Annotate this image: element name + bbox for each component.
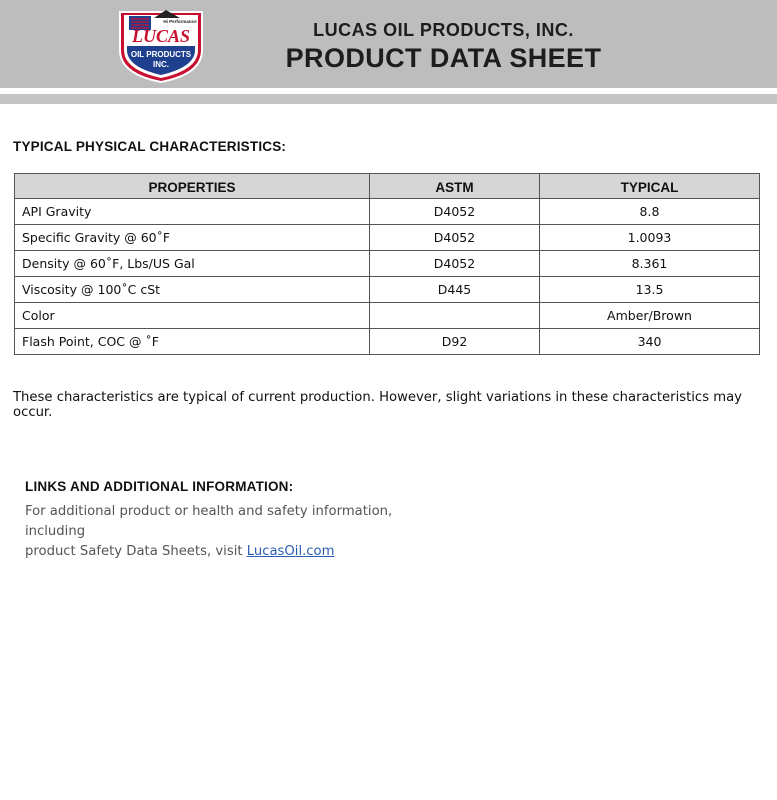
astm-cell <box>370 303 540 329</box>
table-row <box>15 199 760 225</box>
table-header-row <box>15 174 760 199</box>
header-divider <box>0 94 777 104</box>
property-cell: Viscosity @ 100˚C cSt <box>15 277 370 303</box>
astm-cell: D445 <box>370 277 540 303</box>
table-row <box>15 251 760 277</box>
column-header-typical: TYPICAL <box>540 174 760 199</box>
table-row <box>15 225 760 251</box>
typical-cell: 8.8 <box>540 199 760 225</box>
company-name: LUCAS OIL PRODUCTS, INC. <box>313 20 574 40</box>
typical-note: These characteristics are typical of current production. However, slight variations in these characteristics may occur. <box>13 390 742 420</box>
table-row <box>15 277 760 303</box>
typical-cell: Amber/Brown <box>540 303 760 329</box>
typical-cell: 8.361 <box>540 251 760 277</box>
astm-cell: D4052 <box>370 251 540 277</box>
characteristics-table <box>14 173 760 355</box>
logo-line2-text: INC. <box>153 60 169 69</box>
logo-brand-text: LUCAS <box>131 26 191 46</box>
links-paragraph <box>25 502 445 562</box>
lucasoil-link[interactable]: LucasOil.com <box>246 544 335 559</box>
table-row <box>15 329 760 355</box>
property-cell: Density @ 60˚F, Lbs/US Gal <box>15 251 370 277</box>
column-header-properties: PROPERTIES <box>15 174 370 199</box>
typical-cell: 1.0093 <box>540 225 760 251</box>
typical-cell: 13.5 <box>540 277 760 303</box>
table-row <box>15 303 760 329</box>
lucas-oil-logo <box>114 6 208 84</box>
astm-cell: D4052 <box>370 199 540 225</box>
document-title: PRODUCT DATA SHEET <box>285 43 602 73</box>
links-line-1: For additional product or health and safety information, including <box>25 504 393 539</box>
logo-badge-text: Hi Performance <box>163 19 197 24</box>
astm-cell: D92 <box>370 329 540 355</box>
property-cell: Color <box>15 303 370 329</box>
logo-line1-text: OIL PRODUCTS <box>130 50 192 59</box>
column-header-astm: ASTM <box>370 174 540 199</box>
astm-cell: D4052 <box>370 225 540 251</box>
property-cell: API Gravity <box>15 199 370 225</box>
characteristics-heading: TYPICAL PHYSICAL CHARACTERISTICS: <box>13 139 287 154</box>
property-cell: Specific Gravity @ 60˚F <box>15 225 370 251</box>
typical-cell: 340 <box>540 329 760 355</box>
links-heading: LINKS AND ADDITIONAL INFORMATION: <box>25 479 294 494</box>
links-line-2 <box>25 542 445 562</box>
links-line-2-prefix: product Safety Data Sheets, visit <box>25 544 247 559</box>
property-cell: Flash Point, COC @ ˚F <box>15 329 370 355</box>
